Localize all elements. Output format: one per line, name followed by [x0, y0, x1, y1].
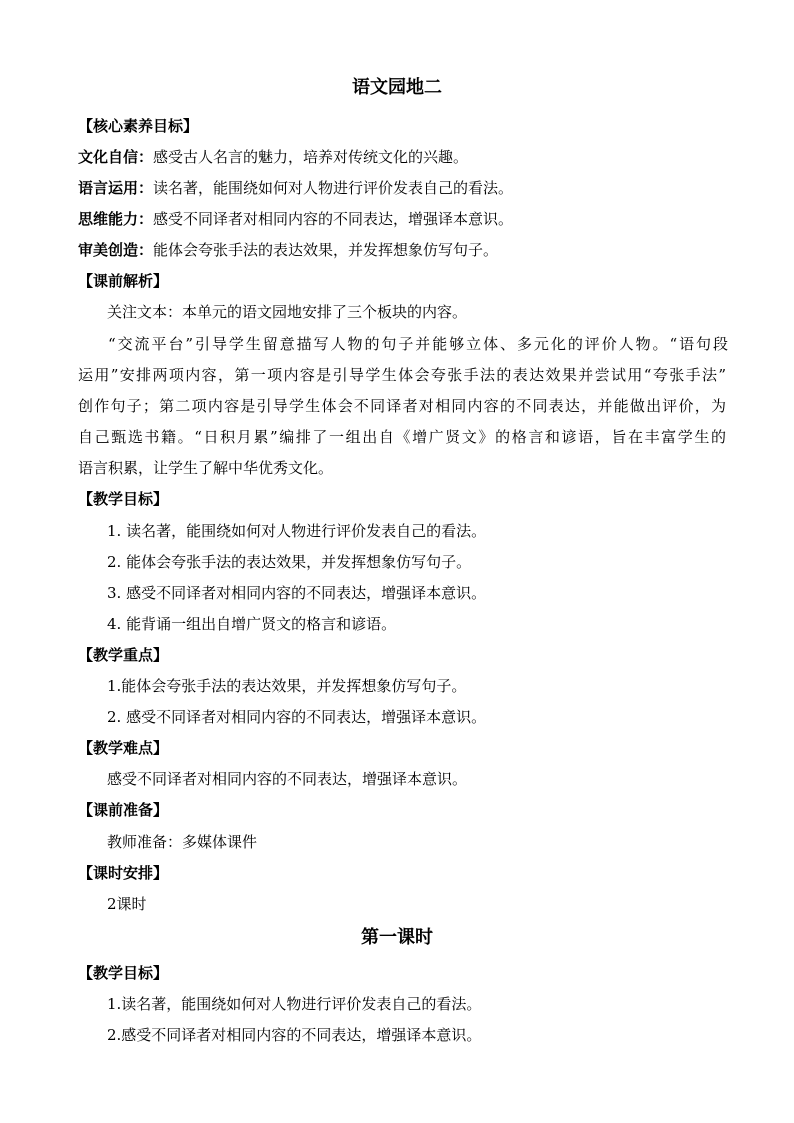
core-goal-label: 思维能力： — [78, 210, 154, 228]
section-heading-preparation: 【课前准备】 — [78, 801, 169, 819]
analysis-paragraph-line: 关注文本：本单元的语文园地安排了三个板块的内容。 — [107, 303, 468, 321]
core-goal-item — [78, 177, 726, 199]
teaching-goal-item: 4. 能背诵一组出自增广贤文的格言和谚语。 — [107, 615, 397, 633]
teaching-goal-item: 2. 能体会夸张手法的表达效果，并发挥想象仿写句子。 — [107, 553, 472, 571]
section-heading-schedule: 【课时安排】 — [78, 864, 169, 882]
core-goal-text: 读名著，能围绕如何对人物进行评价发表自己的看法。 — [153, 179, 514, 197]
core-goal-item — [78, 208, 726, 230]
section-heading-core-goals: 【核心素养目标】 — [78, 117, 199, 135]
analysis-paragraph-line: 自己甄选书籍。“日积月累”编排了一组出自《增广贤文》的格言和谚语，旨在丰富学生的 — [78, 428, 726, 446]
analysis-paragraph-line: “交流平台”引导学生留意描写人物的句子并能够立体、多元化的评价人物。“语句段 — [108, 335, 728, 353]
section-heading-difficulty: 【教学难点】 — [78, 739, 169, 757]
analysis-paragraph-line: 创作句子；第二项内容是引导学生体会不同译者对相同内容的不同表达，并能做出评价，为 — [78, 397, 726, 415]
section-heading-lesson-goals: 【教学目标】 — [78, 964, 169, 982]
core-goal-text: 感受不同译者对相同内容的不同表达，增强译本意识。 — [153, 210, 514, 228]
page-title: 语文园地二 — [352, 77, 442, 98]
lesson-title: 第一课时 — [361, 927, 433, 948]
section-heading-key-points: 【教学重点】 — [78, 646, 169, 664]
core-goal-text: 能体会夸张手法的表达效果，并发挥想象仿写句子。 — [153, 241, 499, 259]
teaching-goal-item: 3. 感受不同译者对相同内容的不同表达，增强译本意识。 — [107, 584, 487, 602]
core-goal-item — [78, 239, 726, 261]
core-goal-item — [78, 146, 726, 168]
lesson-goal-item: 2.感受不同译者对相同内容的不同表达，增强译本意识。 — [107, 1026, 482, 1044]
key-point-item: 1.能体会夸张手法的表达效果，并发挥想象仿写句子。 — [107, 677, 467, 695]
section-heading-analysis: 【课前解析】 — [78, 272, 169, 290]
core-goal-label: 审美创造： — [78, 241, 154, 259]
analysis-paragraph-line: 运用”安排两项内容，第一项内容是引导学生体会夸张手法的表达效果并尝试用“夸张手法” — [78, 366, 726, 384]
core-goal-label: 语言运用： — [78, 179, 154, 197]
core-goal-text: 感受古人名言的魅力，培养对传统文化的兴趣。 — [153, 148, 469, 166]
schedule-text: 2课时 — [107, 895, 147, 913]
lesson-goal-item: 1.读名著，能围绕如何对人物进行评价发表自己的看法。 — [107, 995, 482, 1013]
preparation-text: 教师准备：多媒体课件 — [107, 833, 258, 851]
section-heading-teaching-goals: 【教学目标】 — [78, 490, 169, 508]
core-goal-label: 文化自信： — [78, 148, 154, 166]
teaching-goal-item: 1. 读名著，能围绕如何对人物进行评价发表自己的看法。 — [107, 522, 487, 540]
analysis-paragraph-line: 语言积累，让学生了解中华优秀文化。 — [78, 459, 334, 477]
difficulty-text: 感受不同译者对相同内容的不同表达，增强译本意识。 — [107, 770, 468, 788]
key-point-item: 2. 感受不同译者对相同内容的不同表达，增强译本意识。 — [107, 708, 487, 726]
